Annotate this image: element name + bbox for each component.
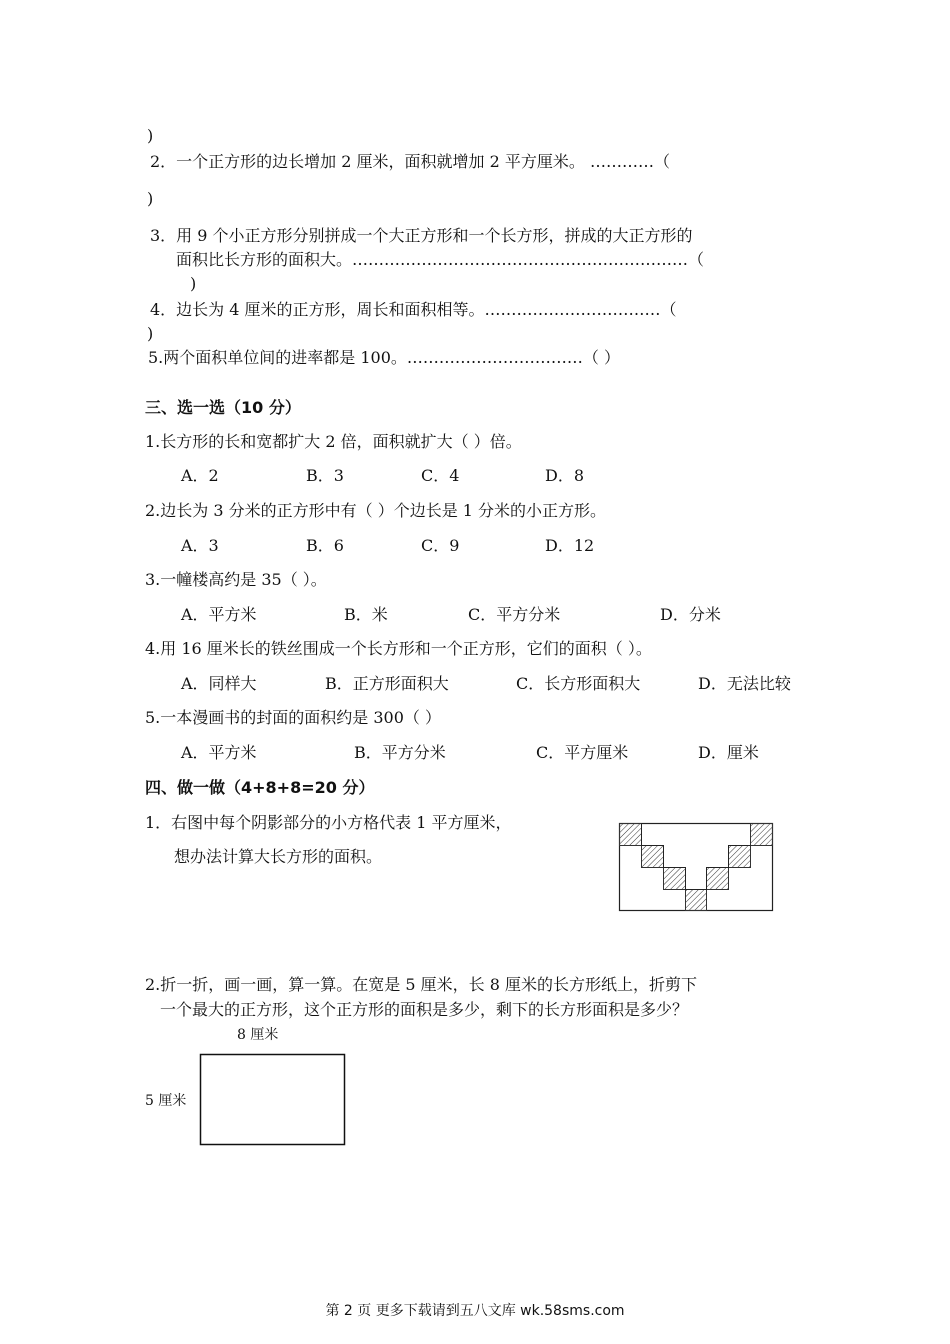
q1-close-paren: )	[147, 126, 154, 145]
length-label: 8 厘米	[237, 1027, 279, 1043]
q4-option-a: A．同样大	[181, 674, 257, 693]
shaded-square	[751, 824, 773, 846]
judge-q3-line1: 3．用 9 个小正方形分别拼成一个大正方形和一个长方形，拼成的大正方形的	[150, 226, 693, 245]
q3-option-a: A．平方米	[181, 605, 257, 624]
judge-q2: 2．一个正方形的边长增加 2 厘米，面积就增加 2 平方厘米。 …………（	[150, 152, 670, 171]
shaded-square	[620, 824, 642, 846]
judge-q5: 5.两个面积单位间的进率都是 100。……………………………（ ）	[148, 348, 620, 367]
q1-option-b: B．3	[306, 466, 344, 485]
page-footer: 第 2 页 更多下载请到五八文库 wk.58sms.com	[325, 1303, 625, 1319]
shaded-square	[686, 890, 707, 911]
q3-option-c: C．平方分米	[468, 605, 561, 624]
q2-option-a: A．3	[181, 536, 219, 555]
q5-option-c: C．平方厘米	[536, 743, 629, 762]
q4-option-c: C．长方形面积大	[516, 674, 641, 693]
q2-option-b: B．6	[306, 536, 344, 555]
q1-option-d: D．8	[545, 466, 585, 485]
q4-close-paren: )	[147, 324, 154, 343]
q3-option-d: D．分米	[660, 605, 721, 624]
choice-q5: 5.一本漫画书的封面的面积约是 300（ ）	[145, 708, 441, 727]
width-label: 5 厘米	[145, 1093, 187, 1109]
q2-close-paren: )	[147, 189, 154, 208]
do-q1-line1: 1．右图中每个阴影部分的小方格代表 1 平方厘米，	[145, 813, 512, 832]
q5-option-b: B．平方分米	[354, 743, 446, 762]
do-q2-line1: 2.折一折，画一画，算一算。在宽是 5 厘米，长 8 厘米的长方形纸上，折剪下	[145, 975, 697, 994]
choice-q4: 4.用 16 厘米长的铁丝围成一个长方形和一个正方形，它们的面积（ ）。	[145, 639, 652, 658]
judge-q4: 4．边长为 4 厘米的正方形，周长和面积相等。……………………………（	[150, 300, 677, 319]
choice-q1: 1.长方形的长和宽都扩大 2 倍，面积就扩大（ ）倍。	[145, 432, 522, 451]
choice-q3: 3.一幢楼高约是 35（ ）。	[145, 570, 327, 589]
q2-option-d: D．12	[545, 536, 595, 555]
q1-option-a: A．2	[181, 466, 219, 485]
shaded-square	[707, 868, 729, 890]
choice-q2: 2.边长为 3 分米的正方形中有（ ）个边长是 1 分米的小正方形。	[145, 501, 607, 520]
shaded-grid-figure	[615, 820, 777, 914]
q4-option-d: D．无法比较	[698, 674, 791, 693]
shaded-square	[729, 846, 751, 868]
shaded-square	[664, 868, 686, 890]
paper-rectangle	[199, 1053, 347, 1146]
section4-title: 四、做一做（4+8+8=20 分）	[145, 778, 375, 797]
q3-close-paren: )	[190, 274, 197, 293]
judge-q3-line2: 面积比长方形的面积大。………………………………………………………（	[176, 250, 705, 269]
do-q2-line2: 一个最大的正方形，这个正方形的面积是多少，剩下的长方形面积是多少？	[160, 1000, 689, 1019]
q3-option-b: B．米	[344, 605, 388, 624]
q5-option-a: A．平方米	[181, 743, 257, 762]
do-q1-line2: 想办法计算大长方形的面积。	[174, 847, 383, 866]
q5-option-d: D．厘米	[698, 743, 759, 762]
q2-option-c: C．9	[421, 536, 460, 555]
q4-option-b: B．正方形面积大	[325, 674, 449, 693]
q1-option-c: C．4	[421, 466, 460, 485]
section3-title: 三、选一选（10 分）	[145, 398, 301, 417]
shaded-square	[642, 846, 664, 868]
